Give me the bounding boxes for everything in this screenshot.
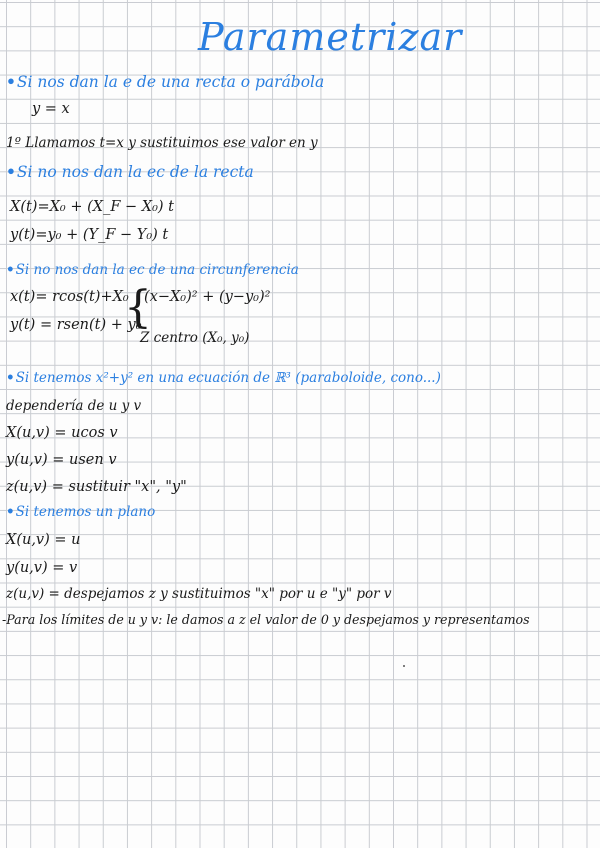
heading-r3-surface — [6, 372, 441, 386]
bullet-icon: • — [6, 504, 15, 520]
circle-center: Z centro (X₀, y₀) — [140, 330, 250, 346]
bullet-icon: • — [6, 262, 15, 278]
plane-y: y(u,v) = v — [6, 560, 78, 576]
plane-x: X(u,v) = u — [6, 532, 81, 548]
bullet-icon: • — [6, 370, 15, 386]
line-y-of-t: y(t)=y₀ + (Y_F − Y₀) t — [10, 227, 169, 243]
heading-circunferencia — [6, 264, 299, 278]
step-one-text: 1º Llamamos t=x y sustituimos ese valor en y — [6, 135, 318, 151]
param-y: y(u,v) = usen v — [6, 452, 117, 468]
stray-mark — [403, 665, 405, 667]
heading-text: Si no nos dan la ec de una circunferencia — [15, 262, 299, 278]
bullet-icon: • — [6, 162, 16, 181]
heading-text: Si tenemos un plano — [15, 504, 156, 520]
param-x: X(u,v) = ucos v — [6, 425, 118, 441]
circle-y-of-t: y(t) = rsen(t) + y₀ — [10, 317, 142, 333]
brace-icon: { — [124, 282, 152, 333]
heading-no-recta — [6, 164, 254, 181]
heading-text: Si no nos dan la ec de la recta — [16, 163, 254, 181]
param-z: z(u,v) = sustituir "x", "y" — [6, 479, 187, 495]
depends-text: dependería de u y v — [6, 398, 142, 414]
heading-recta-parabola — [6, 74, 324, 91]
line-x-of-t: X(t)=X₀ + (X_F − X₀) t — [10, 199, 175, 215]
plane-z: z(u,v) = despejamos z y sustituimos "x" por u e "y" por v — [6, 586, 392, 602]
page-title: Parametrizar — [198, 15, 463, 59]
heading-text: Si nos dan la e de una recta o parábola — [16, 73, 325, 91]
heading-plano — [6, 506, 155, 520]
limits-text: -Para los límites de u y v: le damos a z el valor de 0 y despejamos y representamos — [2, 612, 530, 627]
circle-equation: (x−X₀)² + (y−y₀)² — [144, 289, 271, 305]
equation-y-equals-x: y = x — [32, 101, 70, 117]
bullet-icon: • — [6, 72, 16, 91]
heading-text: Si tenemos x²+y² en una ecuación de ℝ³ (paraboloide, cono...) — [15, 370, 441, 386]
circle-x-of-t: x(t)= rcos(t)+X₀ — [10, 289, 129, 305]
